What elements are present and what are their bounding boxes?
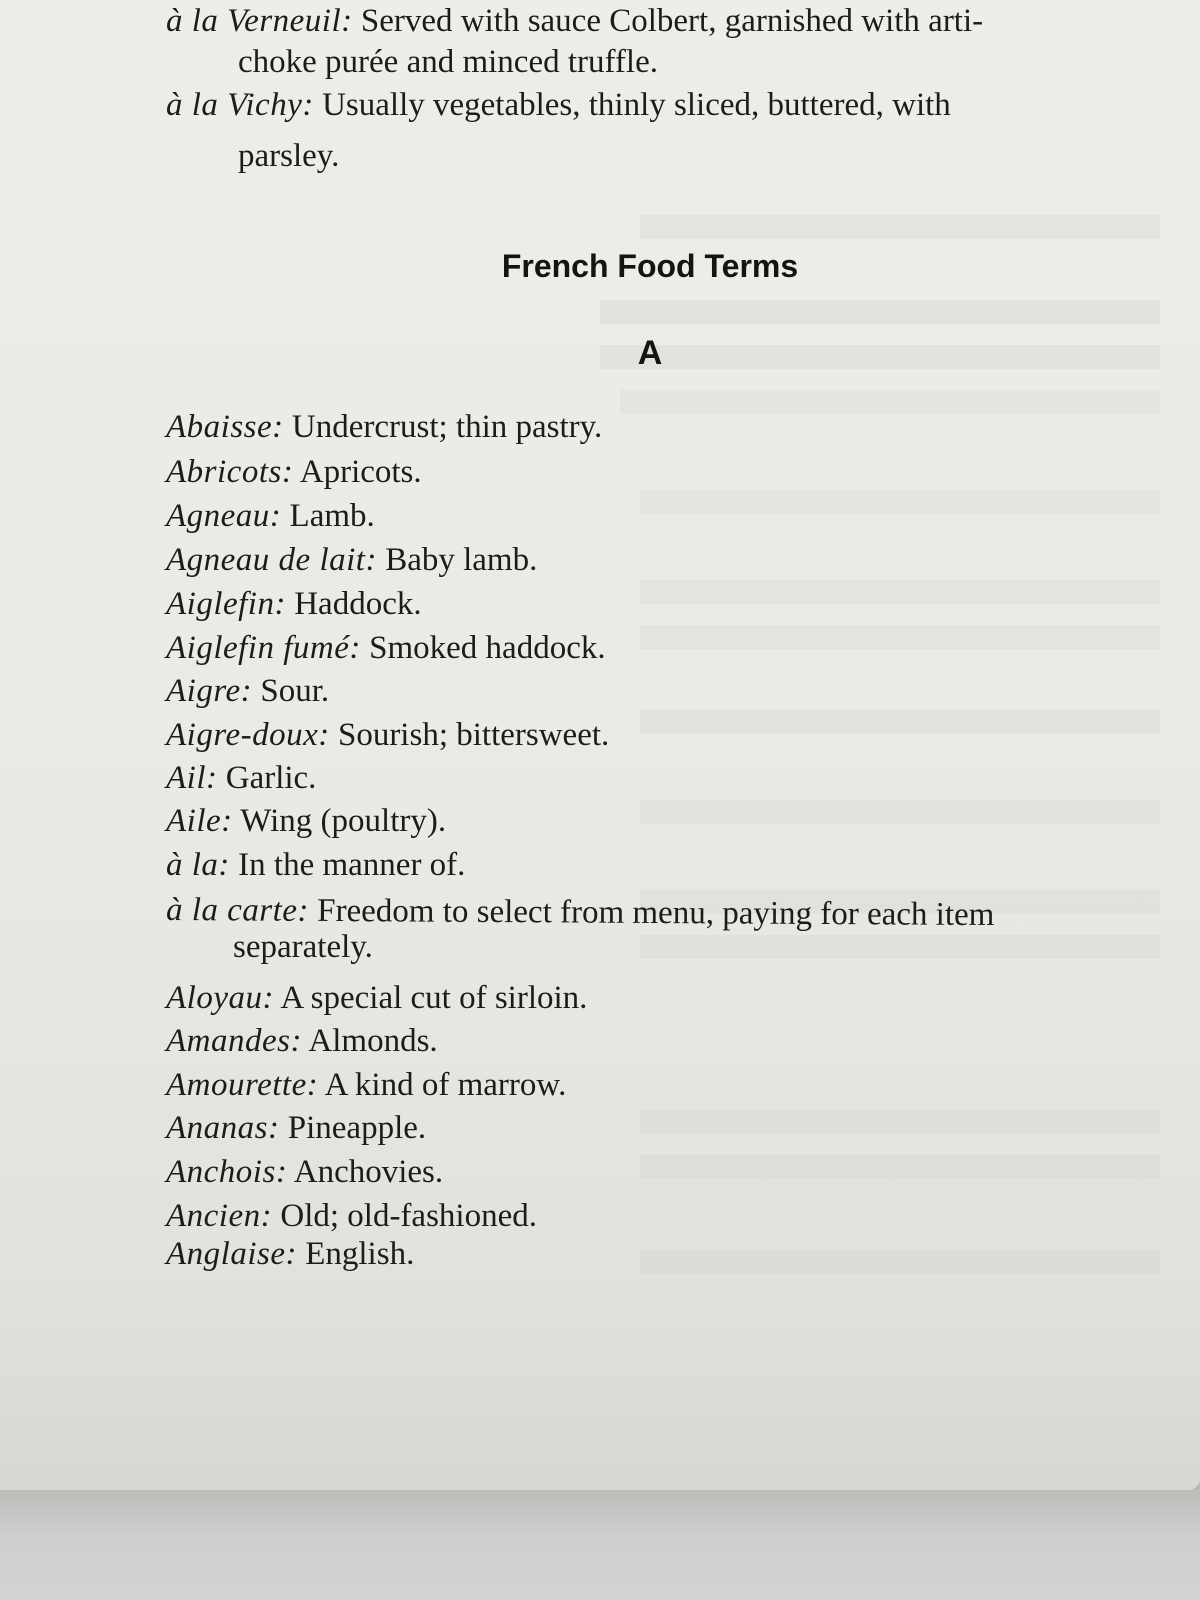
dict-entry (166, 668, 1146, 714)
dict-entry (166, 1062, 1146, 1108)
letter-heading: A (637, 334, 663, 372)
entry-term: Ancien: (166, 1198, 273, 1234)
dict-entry (166, 404, 1146, 450)
dict-entry-verneuil (166, 0, 1146, 44)
entry-definition: Pineapple. (279, 1110, 427, 1146)
entry-term: Aile: (166, 803, 233, 839)
entry-term: Amandes: (166, 1023, 302, 1059)
entry-definition: Wing (poultry). (232, 803, 447, 839)
entry-term: à la Vichy: (166, 87, 314, 123)
entry-term: Ananas: (166, 1110, 280, 1146)
dict-entry (166, 449, 1146, 495)
entry-term: Agneau de lait: (166, 542, 377, 578)
entry-term: Aigre: (166, 673, 253, 709)
entry-definition: Usually vegetables, thinly sliced, buttered, with (313, 87, 951, 123)
entry-definition: Smoked haddock. (360, 630, 606, 666)
entry-term: Aiglefin: (166, 586, 286, 622)
dict-entry (166, 975, 1146, 1021)
dict-entry-vichy (166, 82, 1146, 128)
entry-term: Amourette: (166, 1067, 319, 1103)
dict-entry (166, 1018, 1146, 1064)
dict-entry (166, 493, 1146, 539)
entry-definition: Almonds. (301, 1023, 438, 1059)
entry-term: à la carte: (165, 892, 310, 929)
entry-term: Aigre-doux: (166, 717, 330, 753)
entry-term: Aloyau: (166, 980, 274, 1016)
entry-definition: A special cut of sirloin. (273, 980, 588, 1016)
entry-term: Agneau: (166, 498, 282, 534)
entry-continuation: choke purée and minced truffle. (238, 44, 658, 80)
dict-entry (166, 1149, 1146, 1195)
entry-term: Ail: (166, 760, 218, 796)
dict-entry (166, 1105, 1146, 1151)
dict-entry (166, 625, 1146, 671)
entry-definition: Anchovies. (287, 1154, 444, 1190)
entry-definition: Served with sauce Colbert, garnished with arti- (352, 3, 984, 39)
entry-term: à la Verneuil: (166, 3, 353, 39)
entry-definition: Old; old-fashioned. (272, 1198, 537, 1234)
dict-entry (166, 1231, 1146, 1277)
entry-term: Abricots: (166, 454, 294, 490)
entry-definition: English. (296, 1236, 415, 1272)
entry-definition: Garlic. (217, 760, 317, 796)
entry-definition: Undercrust; thin pastry. (283, 409, 603, 445)
entry-term: à la: (166, 847, 230, 883)
section-title: French Food Terms (501, 248, 799, 284)
dict-entry (166, 755, 1146, 801)
entry-term: Anchois: (166, 1154, 288, 1190)
entry-definition: Sourish; bittersweet. (329, 717, 610, 753)
dict-entry (166, 712, 1146, 758)
entry-definition: Lamb. (281, 498, 375, 534)
entry-definition: Freedom to select from menu, paying for each item (308, 892, 995, 934)
dict-entry (166, 798, 1146, 844)
entry-definition: Sour. (252, 673, 330, 709)
entry-continuation: parsley. (238, 138, 340, 174)
entry-term: Abaisse: (166, 409, 284, 445)
entry-definition: In the manner of. (229, 847, 466, 883)
dict-entry (166, 581, 1146, 627)
entry-definition: Baby lamb. (376, 542, 538, 578)
entry-definition: Apricots. (293, 454, 422, 490)
dict-entry (166, 842, 1146, 888)
entry-term: Aiglefin fumé: (166, 630, 361, 666)
entry-term: Anglaise: (166, 1236, 297, 1272)
entry-definition: Haddock. (285, 586, 422, 622)
entry-definition: A kind of marrow. (318, 1067, 567, 1103)
table-surface (0, 1490, 1200, 1600)
dict-entry (166, 537, 1146, 583)
entry-continuation: separately. (233, 929, 373, 965)
